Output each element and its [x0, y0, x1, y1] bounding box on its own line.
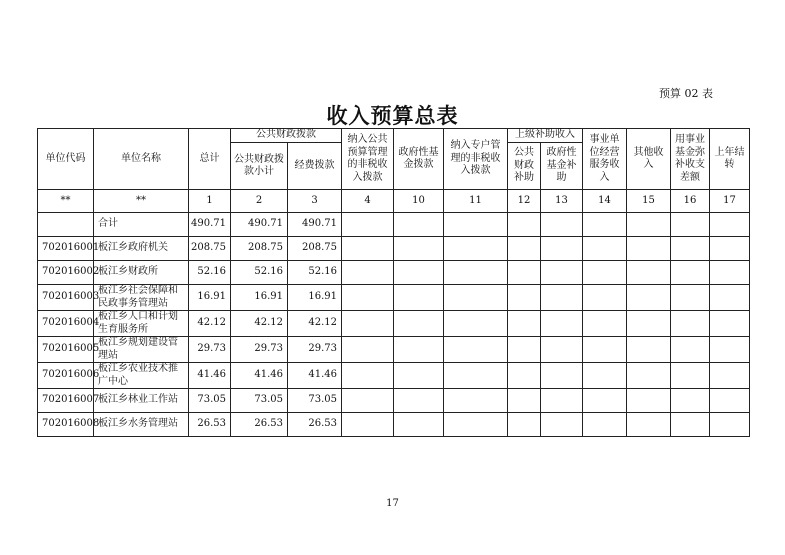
empty-cell	[710, 413, 750, 437]
empty-cell	[627, 261, 671, 285]
empty-cell	[394, 261, 444, 285]
empty-cell	[508, 389, 541, 413]
empty-cell	[671, 285, 710, 311]
unit-name-cell: 板江乡水务管理站	[94, 413, 189, 437]
unit-code-cell: 702016004	[38, 311, 94, 337]
empty-cell	[671, 389, 710, 413]
subtotal-cell: 26.53	[231, 413, 288, 437]
empty-cell	[444, 261, 508, 285]
empty-cell	[444, 389, 508, 413]
total-cell: 26.53	[189, 413, 231, 437]
total-cell: 29.73	[189, 337, 231, 363]
table-row	[38, 389, 750, 413]
empty-cell	[583, 285, 627, 311]
subtotal-cell: 208.75	[231, 237, 288, 261]
funding-cell: 52.16	[288, 261, 342, 285]
form-code: 预算 02 表	[659, 87, 713, 100]
unit-code-cell: 702016005	[38, 337, 94, 363]
subtotal-cell: 73.05	[231, 389, 288, 413]
empty-cell	[583, 413, 627, 437]
header-government-fund-subsidy: 政府性基金补助	[541, 143, 583, 190]
index-cell: 17	[710, 190, 750, 213]
index-cell: 16	[671, 190, 710, 213]
total-cell: 208.75	[189, 237, 231, 261]
empty-cell	[444, 363, 508, 389]
empty-cell	[541, 337, 583, 363]
empty-cell	[394, 311, 444, 337]
empty-cell	[394, 285, 444, 311]
table-row	[38, 413, 750, 437]
empty-cell	[508, 237, 541, 261]
empty-cell	[444, 413, 508, 437]
empty-cell	[627, 363, 671, 389]
table-row	[38, 237, 750, 261]
table-row	[38, 213, 750, 237]
empty-cell	[541, 285, 583, 311]
empty-cell	[342, 311, 394, 337]
empty-cell	[671, 213, 710, 237]
empty-cell	[583, 311, 627, 337]
empty-cell	[342, 337, 394, 363]
empty-cell	[710, 389, 750, 413]
empty-cell	[627, 237, 671, 261]
unit-code-cell: 702016007	[38, 389, 94, 413]
empty-cell	[394, 237, 444, 261]
total-cell: 16.91	[189, 285, 231, 311]
page-number: 17	[386, 498, 399, 509]
header-public-finance-subtotal: 公共财政拨款小计	[231, 143, 288, 190]
index-cell: 3	[288, 190, 342, 213]
table-row	[38, 261, 750, 285]
header-other-income: 其他收入	[627, 129, 671, 190]
unit-name-cell: 板江乡政府机关	[94, 237, 189, 261]
empty-cell	[444, 237, 508, 261]
empty-cell	[342, 237, 394, 261]
empty-cell	[508, 311, 541, 337]
empty-cell	[671, 261, 710, 285]
header-public-finance-group: 公共财政拨款	[231, 129, 342, 143]
empty-cell	[671, 237, 710, 261]
empty-cell	[394, 413, 444, 437]
empty-cell	[541, 413, 583, 437]
funding-cell: 26.53	[288, 413, 342, 437]
unit-code-cell: 702016003	[38, 285, 94, 311]
unit-code-cell	[38, 213, 94, 237]
index-cell: 12	[508, 190, 541, 213]
subtotal-cell: 41.46	[231, 363, 288, 389]
empty-cell	[627, 285, 671, 311]
empty-cell	[671, 363, 710, 389]
index-cell: 14	[583, 190, 627, 213]
empty-cell	[710, 261, 750, 285]
empty-cell	[627, 311, 671, 337]
empty-cell	[710, 363, 750, 389]
empty-cell	[342, 261, 394, 285]
header-nontax-special: 纳入专户管理的非税收入拨款	[444, 129, 508, 190]
unit-name-cell: 板江乡人口和计划生育服务所	[94, 311, 189, 337]
empty-cell	[394, 337, 444, 363]
total-cell: 41.46	[189, 363, 231, 389]
page-title: 收入预算总表	[326, 104, 459, 128]
empty-cell	[444, 285, 508, 311]
unit-code-cell: 702016002	[38, 261, 94, 285]
unit-code-cell: 702016006	[38, 363, 94, 389]
empty-cell	[671, 413, 710, 437]
total-cell: 42.12	[189, 311, 231, 337]
unit-code-cell: 702016001	[38, 237, 94, 261]
empty-cell	[541, 261, 583, 285]
funding-cell: 16.91	[288, 285, 342, 311]
unit-name-cell: 板江乡社会保障和民政事务管理站	[94, 285, 189, 311]
subtotal-cell: 490.71	[231, 213, 288, 237]
empty-cell	[342, 213, 394, 237]
table-row	[38, 311, 750, 337]
header-fund-balance-cover: 用事业基金弥补收支差额	[671, 129, 710, 190]
index-cell: 13	[541, 190, 583, 213]
column-index-row	[38, 190, 750, 213]
header-funding-appropriation: 经费拨款	[288, 143, 342, 190]
unit-name-cell: 合计	[94, 213, 189, 237]
subtotal-cell: 29.73	[231, 337, 288, 363]
empty-cell	[541, 389, 583, 413]
subtotal-cell: 42.12	[231, 311, 288, 337]
funding-cell: 42.12	[288, 311, 342, 337]
table-row	[38, 363, 750, 389]
total-cell: 73.05	[189, 389, 231, 413]
unit-code-cell: 702016008	[38, 413, 94, 437]
empty-cell	[583, 213, 627, 237]
empty-cell	[583, 389, 627, 413]
empty-cell	[627, 389, 671, 413]
funding-cell: 490.71	[288, 213, 342, 237]
empty-cell	[508, 261, 541, 285]
funding-cell: 29.73	[288, 337, 342, 363]
empty-cell	[444, 213, 508, 237]
header-public-finance-subsidy: 公共财政补助	[508, 143, 541, 190]
header-unit-code: 单位代码	[38, 129, 94, 190]
index-cell: 1	[189, 190, 231, 213]
budget-table	[37, 128, 750, 437]
empty-cell	[342, 389, 394, 413]
table-row	[38, 337, 750, 363]
funding-cell: 73.05	[288, 389, 342, 413]
index-cell: 10	[394, 190, 444, 213]
header-prior-year-carryover: 上年结转	[710, 129, 750, 190]
index-cell: 11	[444, 190, 508, 213]
empty-cell	[342, 413, 394, 437]
empty-cell	[444, 337, 508, 363]
empty-cell	[627, 413, 671, 437]
subtotal-cell: 52.16	[231, 261, 288, 285]
empty-cell	[508, 213, 541, 237]
index-cell: 2	[231, 190, 288, 213]
unit-name-cell: 板江乡林业工作站	[94, 389, 189, 413]
unit-name-cell: 板江乡农业技术推广中心	[94, 363, 189, 389]
empty-cell	[710, 311, 750, 337]
subtotal-cell: 16.91	[231, 285, 288, 311]
index-cell: 15	[627, 190, 671, 213]
empty-cell	[342, 285, 394, 311]
empty-cell	[710, 337, 750, 363]
empty-cell	[508, 285, 541, 311]
empty-cell	[671, 337, 710, 363]
unit-name-cell: 板江乡规划建设管理站	[94, 337, 189, 363]
funding-cell: 41.46	[288, 363, 342, 389]
empty-cell	[394, 213, 444, 237]
empty-cell	[710, 237, 750, 261]
empty-cell	[541, 213, 583, 237]
empty-cell	[508, 337, 541, 363]
empty-cell	[508, 363, 541, 389]
empty-cell	[671, 311, 710, 337]
empty-cell	[710, 213, 750, 237]
empty-cell	[394, 363, 444, 389]
empty-cell	[627, 213, 671, 237]
empty-cell	[583, 363, 627, 389]
index-cell: 4	[342, 190, 394, 213]
empty-cell	[541, 237, 583, 261]
empty-cell	[394, 389, 444, 413]
empty-cell	[583, 237, 627, 261]
empty-cell	[627, 337, 671, 363]
empty-cell	[342, 363, 394, 389]
empty-cell	[710, 285, 750, 311]
empty-cell	[541, 363, 583, 389]
header-government-fund: 政府性基金拨款	[394, 129, 444, 190]
empty-cell	[508, 413, 541, 437]
unit-name-cell: 板江乡财政所	[94, 261, 189, 285]
table-row	[38, 285, 750, 311]
index-cell: **	[94, 190, 189, 213]
total-cell: 490.71	[189, 213, 231, 237]
funding-cell: 208.75	[288, 237, 342, 261]
header-business-income: 事业单位经营服务收入	[583, 129, 627, 190]
empty-cell	[541, 311, 583, 337]
header-superior-subsidy-group: 上级补助收入	[508, 129, 583, 143]
header-total: 总计	[189, 129, 231, 190]
header-nontax-in-budget: 纳入公共预算管理的非税收入拨款	[342, 129, 394, 190]
empty-cell	[583, 261, 627, 285]
index-cell: **	[38, 190, 94, 213]
header-unit-name: 单位名称	[94, 129, 189, 190]
total-cell: 52.16	[189, 261, 231, 285]
empty-cell	[444, 311, 508, 337]
empty-cell	[583, 337, 627, 363]
